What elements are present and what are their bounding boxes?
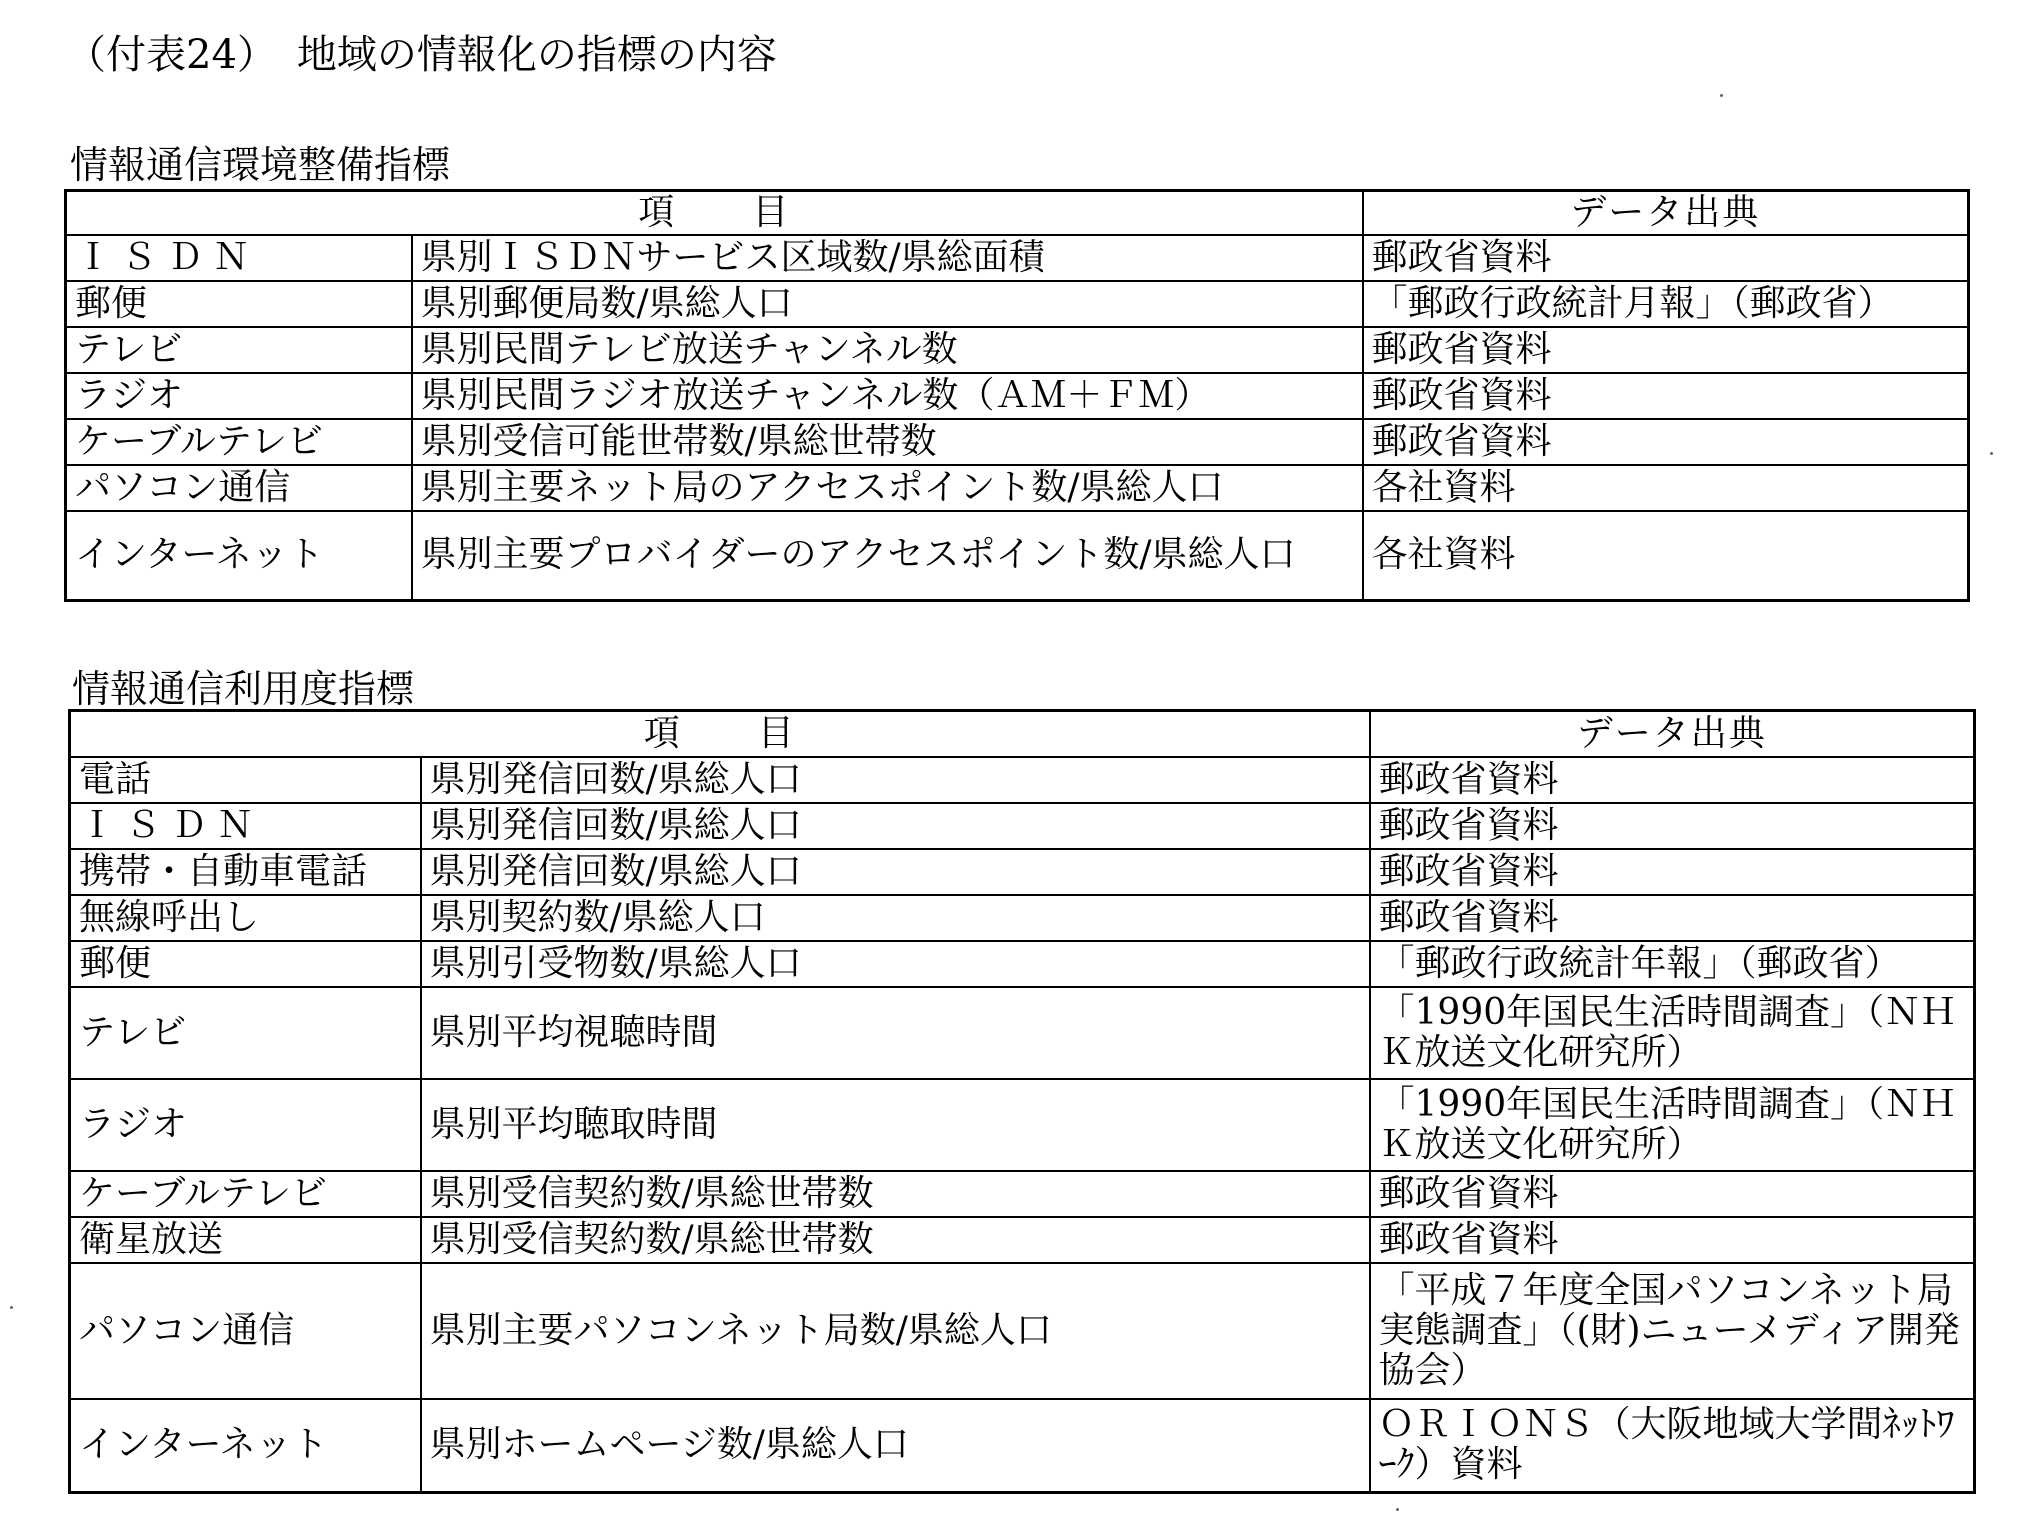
indicator-name: インターネット: [66, 511, 412, 601]
table-row: [66, 235, 1969, 281]
data-source: 郵政省資料: [1370, 1171, 1975, 1217]
table-header-row: [70, 711, 1975, 757]
indicator-name: 携帯・自動車電話: [70, 849, 421, 895]
indicator-definition: 県別主要ネット局のアクセスポイント数/県総人口: [412, 465, 1363, 511]
section-title-infrastructure: 情報通信環境整備指標: [70, 143, 451, 187]
indicator-name: ＩＳＤＮ: [70, 803, 421, 849]
scan-speck: [1720, 94, 1723, 97]
indicator-definition: 県別受信契約数/県総世帯数: [421, 1171, 1370, 1217]
indicator-name: 衛星放送: [70, 1217, 421, 1263]
indicator-name: テレビ: [70, 987, 421, 1079]
data-source: 郵政省資料: [1363, 327, 1969, 373]
table-row: [66, 511, 1969, 601]
data-source: ＯＲＩＯＮＳ（大阪地域大学間ﾈｯﾄﾜｰｸ）資料: [1370, 1399, 1975, 1493]
indicator-definition: 県別発信回数/県総人口: [421, 803, 1370, 849]
data-source: 各社資料: [1363, 511, 1969, 601]
indicator-definition: 県別主要パソコンネット局数/県総人口: [421, 1263, 1370, 1399]
column-header-source: データ出典: [1363, 191, 1969, 235]
indicator-name: インターネット: [70, 1399, 421, 1493]
indicator-definition: 県別受信契約数/県総世帯数: [421, 1217, 1370, 1263]
column-header-source: データ出典: [1370, 711, 1975, 757]
data-source: 郵政省資料: [1370, 803, 1975, 849]
column-header-item: 項 目: [66, 191, 1363, 235]
indicator-definition: 県別受信可能世帯数/県総世帯数: [412, 419, 1363, 465]
table-row: [70, 849, 1975, 895]
table-row: [70, 1171, 1975, 1217]
table-row: [66, 465, 1969, 511]
table-row: [70, 803, 1975, 849]
indicator-name: 無線呼出し: [70, 895, 421, 941]
data-source: 「郵政行政統計月報」（郵政省）: [1363, 281, 1969, 327]
data-source: 郵政省資料: [1370, 895, 1975, 941]
indicator-name: ＩＳＤＮ: [66, 235, 412, 281]
indicator-name: テレビ: [66, 327, 412, 373]
table-row: [70, 1399, 1975, 1493]
indicator-name: パソコン通信: [66, 465, 412, 511]
scan-speck: [1396, 1508, 1399, 1511]
table-row: [70, 1263, 1975, 1399]
indicator-definition: 県別発信回数/県総人口: [421, 757, 1370, 803]
indicator-name: 電話: [70, 757, 421, 803]
data-source: 郵政省資料: [1370, 1217, 1975, 1263]
indicator-name: パソコン通信: [70, 1263, 421, 1399]
data-source: 「1990年国民生活時間調査」（ＮＨＫ放送文化研究所）: [1370, 1079, 1975, 1171]
indicator-definition: 県別発信回数/県総人口: [421, 849, 1370, 895]
column-header-item: 項 目: [70, 711, 1370, 757]
indicator-definition: 県別民間テレビ放送チャンネル数: [412, 327, 1363, 373]
data-source: 郵政省資料: [1370, 757, 1975, 803]
usage-indicator-table: [68, 709, 1976, 1494]
table-row: [66, 327, 1969, 373]
indicator-definition: 県別主要プロバイダーのアクセスポイント数/県総人口: [412, 511, 1363, 601]
indicator-name: ケーブルテレビ: [70, 1171, 421, 1217]
indicator-definition: 県別ホームページ数/県総人口: [421, 1399, 1370, 1493]
table-row: [70, 1217, 1975, 1263]
data-source: 郵政省資料: [1363, 419, 1969, 465]
table-row: [66, 373, 1969, 419]
data-source: 郵政省資料: [1370, 849, 1975, 895]
scan-speck: [1990, 452, 1993, 455]
table-row: [70, 895, 1975, 941]
data-source: 郵政省資料: [1363, 373, 1969, 419]
data-source: 各社資料: [1363, 465, 1969, 511]
document-title: （付表24） 地域の情報化の指標の内容: [66, 32, 777, 78]
indicator-name: ラジオ: [70, 1079, 421, 1171]
table-row: [66, 419, 1969, 465]
table-header-row: [66, 191, 1969, 235]
indicator-definition: 県別平均視聴時間: [421, 987, 1370, 1079]
data-source: 「郵政行政統計年報」（郵政省）: [1370, 941, 1975, 987]
scan-speck: [10, 1306, 13, 1309]
indicator-name: ラジオ: [66, 373, 412, 419]
indicator-definition: 県別平均聴取時間: [421, 1079, 1370, 1171]
data-source: 郵政省資料: [1363, 235, 1969, 281]
infrastructure-indicator-table: [64, 189, 1970, 602]
indicator-name: ケーブルテレビ: [66, 419, 412, 465]
table-row: [70, 1079, 1975, 1171]
data-source: 「平成７年度全国パソコンネット局実態調査」（(財)ニューメディア開発協会）: [1370, 1263, 1975, 1399]
indicator-definition: 県別民間ラジオ放送チャンネル数（ＡＭ＋ＦＭ）: [412, 373, 1363, 419]
indicator-definition: 県別引受物数/県総人口: [421, 941, 1370, 987]
section-title-usage: 情報通信利用度指標: [72, 667, 415, 711]
table-row: [66, 281, 1969, 327]
indicator-definition: 県別契約数/県総人口: [421, 895, 1370, 941]
indicator-definition: 県別ＩＳＤＮサービス区域数/県総面積: [412, 235, 1363, 281]
indicator-name: 郵便: [66, 281, 412, 327]
table-row: [70, 757, 1975, 803]
indicator-definition: 県別郵便局数/県総人口: [412, 281, 1363, 327]
table-row: [70, 987, 1975, 1079]
table-row: [70, 941, 1975, 987]
data-source: 「1990年国民生活時間調査」（ＮＨＫ放送文化研究所）: [1370, 987, 1975, 1079]
indicator-name: 郵便: [70, 941, 421, 987]
